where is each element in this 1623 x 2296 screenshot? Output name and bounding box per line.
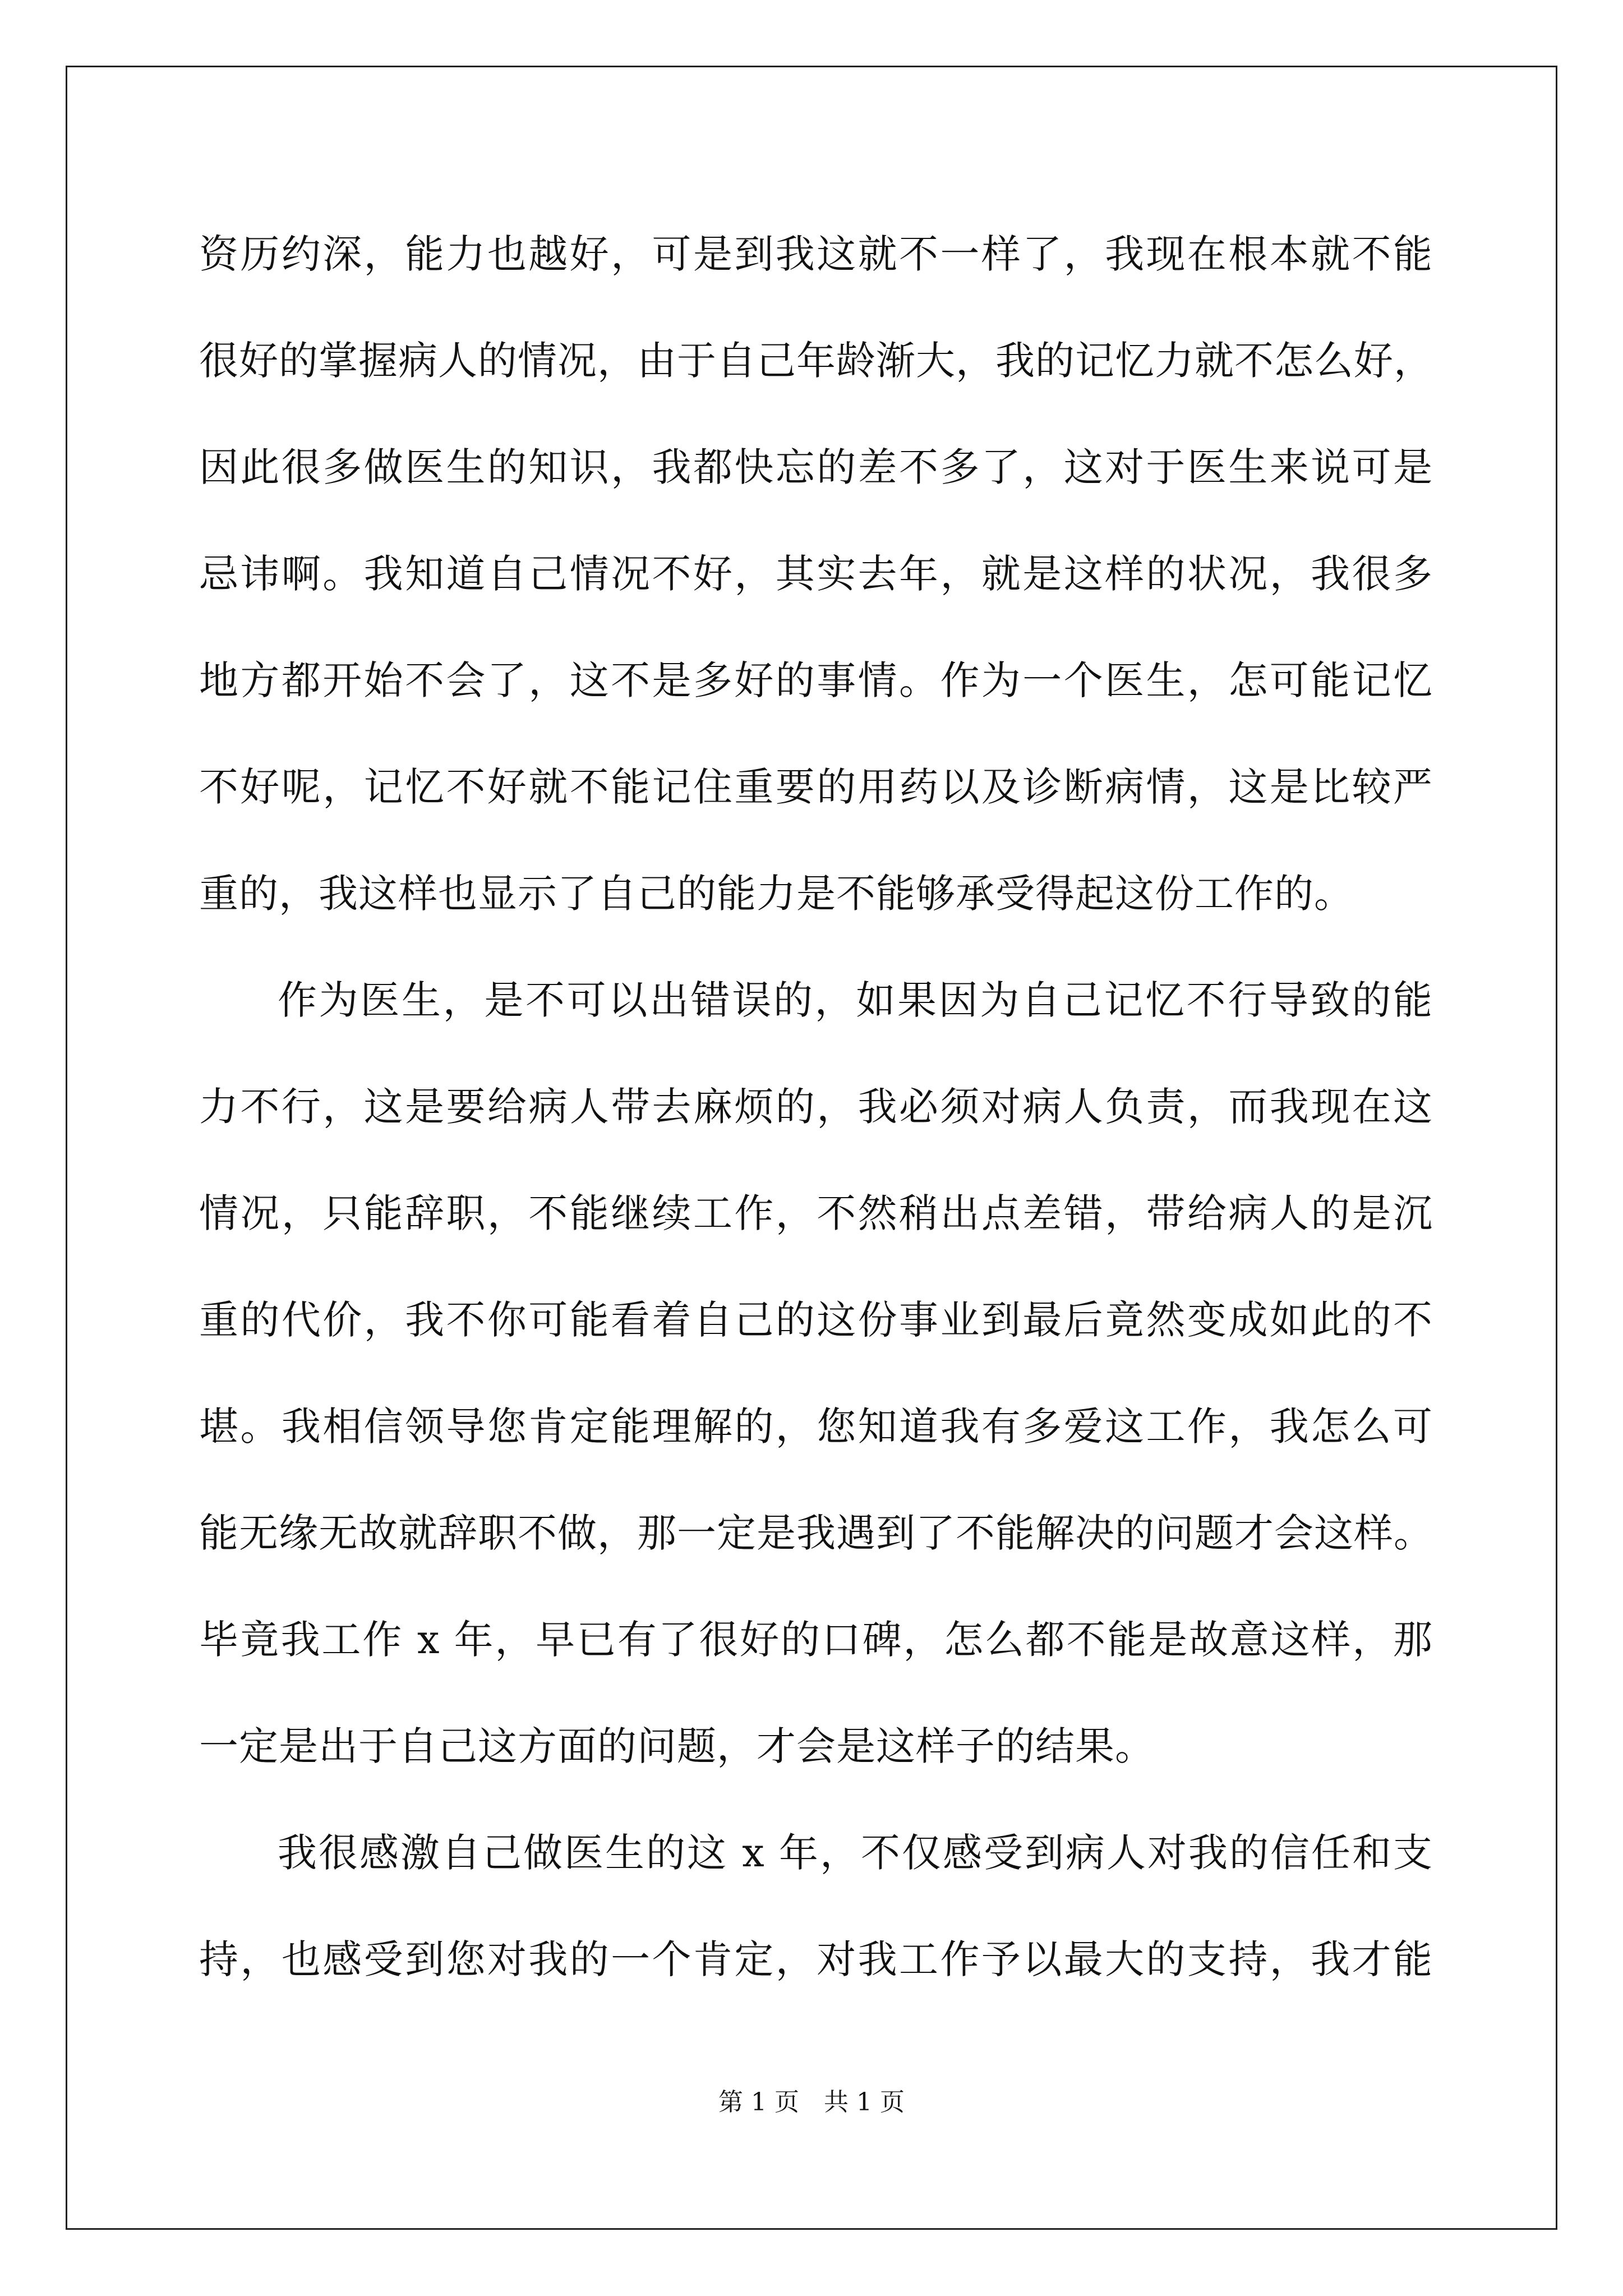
text-line: 力不行，这是要给病人带去麻烦的，我必须对病人负责，而我现在这	[199, 1084, 1433, 1130]
paragraph-3	[199, 1800, 1433, 2013]
paragraph-1	[199, 201, 1433, 947]
text-line: 持，也感受到您对我的一个肯定，对我工作予以最大的支持，我才能	[199, 1936, 1433, 1982]
page-total: 共 1 页	[824, 2088, 905, 2116]
text-line: 堪。我相信领导您肯定能理解的，您知道我有多爱这工作，我怎么可	[199, 1404, 1433, 1450]
text-line: 不好呢，记忆不好就不能记住重要的用药以及诊断病情，这是比较严	[199, 764, 1433, 810]
text-line: 因此很多做医生的知识，我都快忘的差不多了，这对于医生来说可是	[199, 444, 1433, 490]
text-line: 很好的掌握病人的情况，由于自己年龄渐大，我的记忆力就不怎么好，	[199, 338, 1433, 384]
text-line: 能无缘无故就辞职不做，那一定是我遇到了不能解决的问题才会这样。	[199, 1510, 1433, 1556]
text-line: 我很感激自己做医生的这 x 年，不仅感受到病人对我的信任和支	[278, 1830, 1433, 1876]
paragraph-2	[199, 947, 1433, 1800]
text-line: 一定是出于自己这方面的问题，才会是这样子的结果。	[199, 1723, 1155, 1769]
text-line: 重的代价，我不你可能看着自己的这份事业到最后竟然变成如此的不	[199, 1297, 1433, 1343]
text-line: 情况，只能辞职，不能继续工作，不然稍出点差错，带给病人的是沉	[199, 1190, 1433, 1236]
text-line: 忌讳啊。我知道自己情况不好，其实去年，就是这样的状况，我很多	[199, 551, 1433, 597]
document-body	[199, 201, 1433, 2013]
page-number: 第 1 页	[718, 2088, 799, 2116]
text-line: 毕竟我工作 x 年，早已有了很好的口碑，怎么都不能是故意这样，那	[199, 1617, 1433, 1663]
text-line: 重的，我这样也显示了自己的能力是不能够承受得起这份工作的。	[199, 871, 1354, 917]
text-line: 资历约深，能力也越好，可是到我这就不一样了，我现在根本就不能	[199, 231, 1433, 277]
text-line: 作为医生，是不可以出错误的，如果因为自己记忆不行导致的能	[278, 977, 1433, 1023]
page-footer	[0, 2086, 1623, 2119]
text-line: 地方都开始不会了，这不是多好的事情。作为一个医生，怎可能记忆	[199, 657, 1433, 703]
